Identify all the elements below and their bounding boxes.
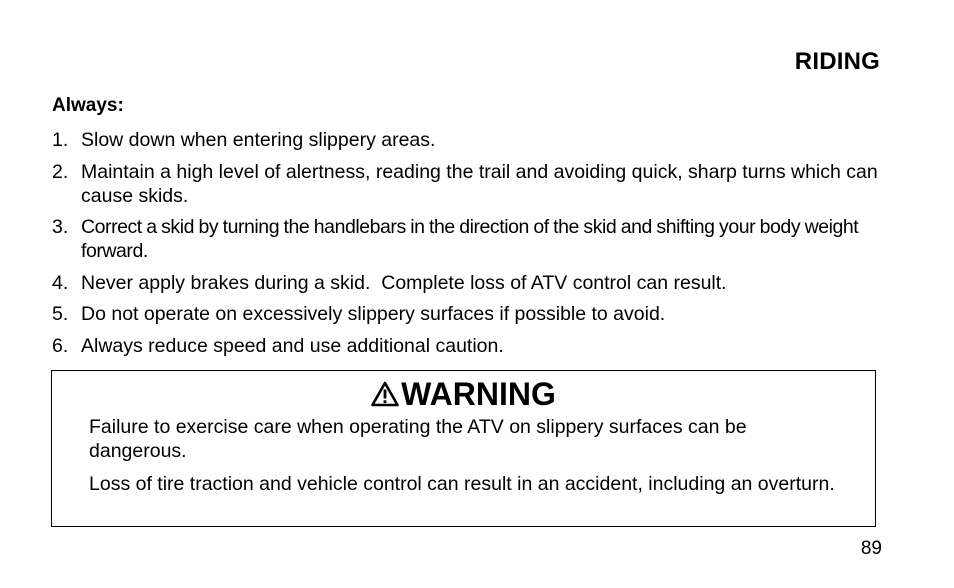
step-text: Maintain a high level of alertness, reading the trail and avoiding quick, sharp turns which can cause skids. bbox=[81, 160, 878, 207]
list-item bbox=[52, 302, 884, 326]
intro-label: Always: bbox=[52, 95, 124, 116]
step-text: Always reduce speed and use additional caution. bbox=[81, 334, 504, 357]
step-number: 4. bbox=[52, 271, 69, 294]
warning-paragraph: Failure to exercise care when operating the ATV on slippery surfaces can be dangerous. bbox=[89, 416, 747, 462]
step-text: Correct a skid by turning the handlebars in the direction of the skid and shifting your body weight forward. bbox=[81, 216, 859, 262]
step-number: 5. bbox=[52, 303, 69, 325]
list-item bbox=[52, 334, 884, 358]
list-item bbox=[52, 271, 884, 295]
step-number: 6. bbox=[52, 334, 69, 357]
step-text: Never apply brakes during a skid. Complete loss of ATV control can result. bbox=[81, 271, 727, 294]
list-item bbox=[52, 215, 884, 263]
steps-list bbox=[52, 128, 884, 365]
list-item bbox=[52, 160, 884, 208]
warning-heading-text: WARNING bbox=[401, 376, 556, 412]
step-number: 1. bbox=[52, 129, 69, 151]
page-number: 89 bbox=[860, 538, 882, 559]
step-text: Do not operate on excessively slippery surfaces if possible to avoid. bbox=[81, 303, 666, 325]
step-number: 2. bbox=[52, 160, 69, 183]
section-title: RIDING bbox=[794, 48, 880, 75]
list-item bbox=[52, 128, 884, 152]
warning-heading bbox=[52, 375, 875, 413]
step-number: 3. bbox=[52, 216, 69, 238]
warning-triangle-icon bbox=[371, 381, 399, 407]
warning-paragraph: Loss of tire traction and vehicle control can result in an accident, including an overturn. bbox=[89, 473, 835, 495]
warning-box bbox=[51, 370, 876, 527]
step-text: Slow down when entering slippery areas. bbox=[81, 129, 436, 151]
